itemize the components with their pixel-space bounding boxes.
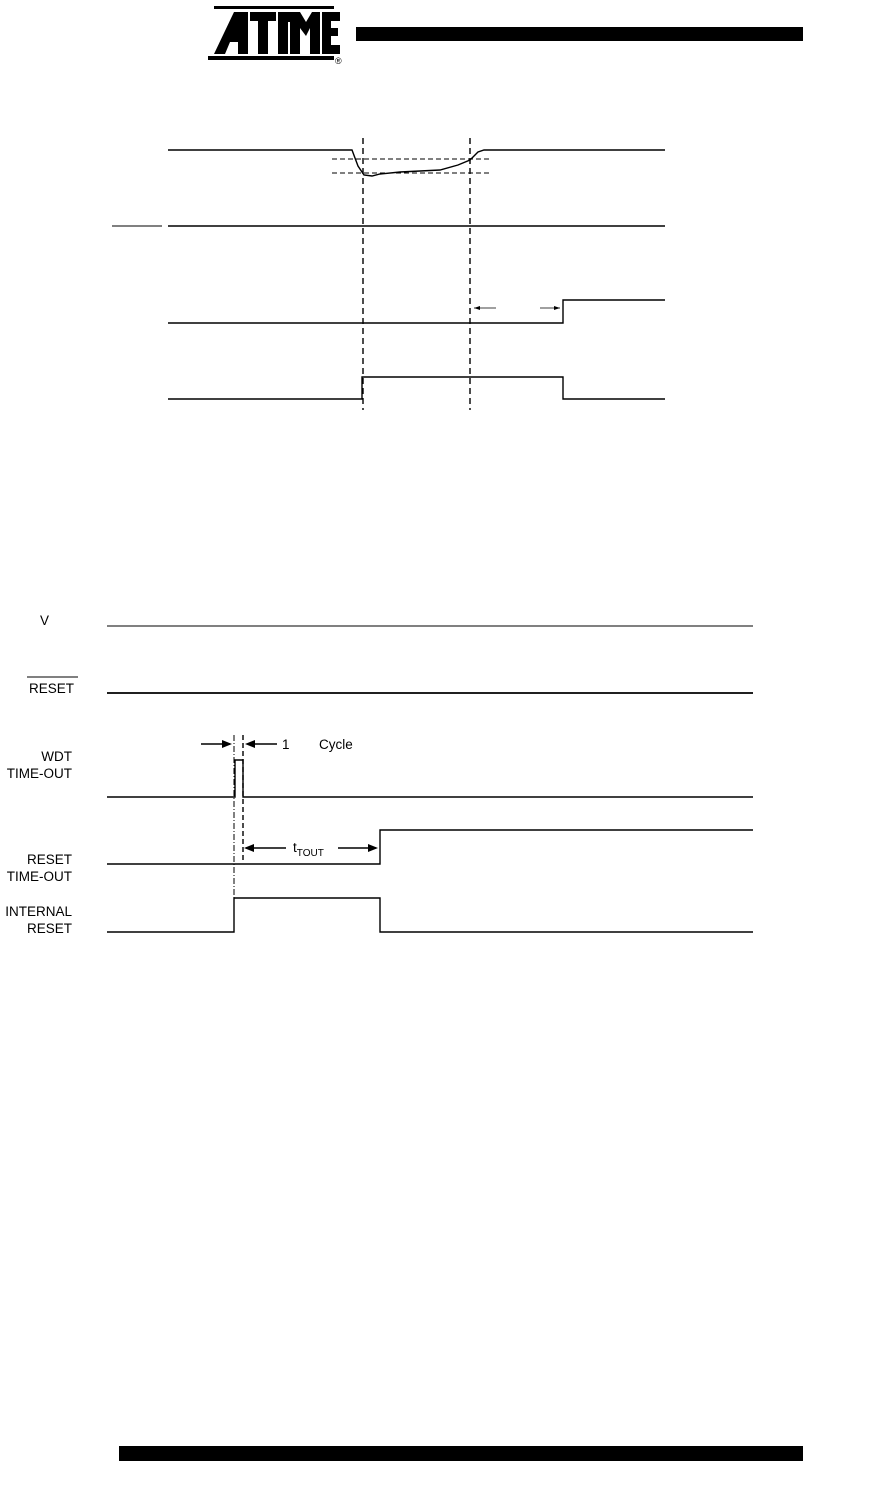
internal-reset-trace (107, 898, 753, 932)
label-rto-1: RESET (26, 852, 72, 867)
cycle-arrowhead-left (222, 740, 232, 748)
tout-arrowhead-right (368, 844, 378, 852)
label-wdt-1: WDT (41, 749, 72, 764)
tout-arrowhead-right (554, 306, 560, 310)
reset-timeout-trace (107, 830, 753, 864)
wdt-trace (107, 760, 753, 797)
label-vcc: V (40, 613, 50, 628)
label-int-2: RESET (26, 921, 72, 936)
watchdog-diagram (27, 626, 753, 932)
vcc-trace (168, 150, 665, 176)
internal-reset-trace (168, 377, 665, 399)
cycle-arrowhead-right (245, 740, 255, 748)
pulse-unit: Cycle (319, 737, 353, 752)
brownout-diagram (112, 138, 665, 410)
pulse-count: 1 (282, 737, 290, 752)
tout-main: t (293, 840, 297, 855)
tout-sub: TOUT (296, 848, 324, 859)
label-wdt-2: TIME-OUT (6, 766, 72, 781)
tout-arrowhead-left (474, 306, 480, 310)
timeout-trace (168, 300, 665, 323)
tout-arrowhead-left (244, 844, 254, 852)
label-int-1: INTERNAL (5, 904, 72, 919)
label-reset: RESET (28, 681, 74, 696)
label-rto-2: TIME-OUT (6, 869, 72, 884)
tout-label (293, 840, 324, 859)
registered-mark: ® (335, 56, 342, 66)
